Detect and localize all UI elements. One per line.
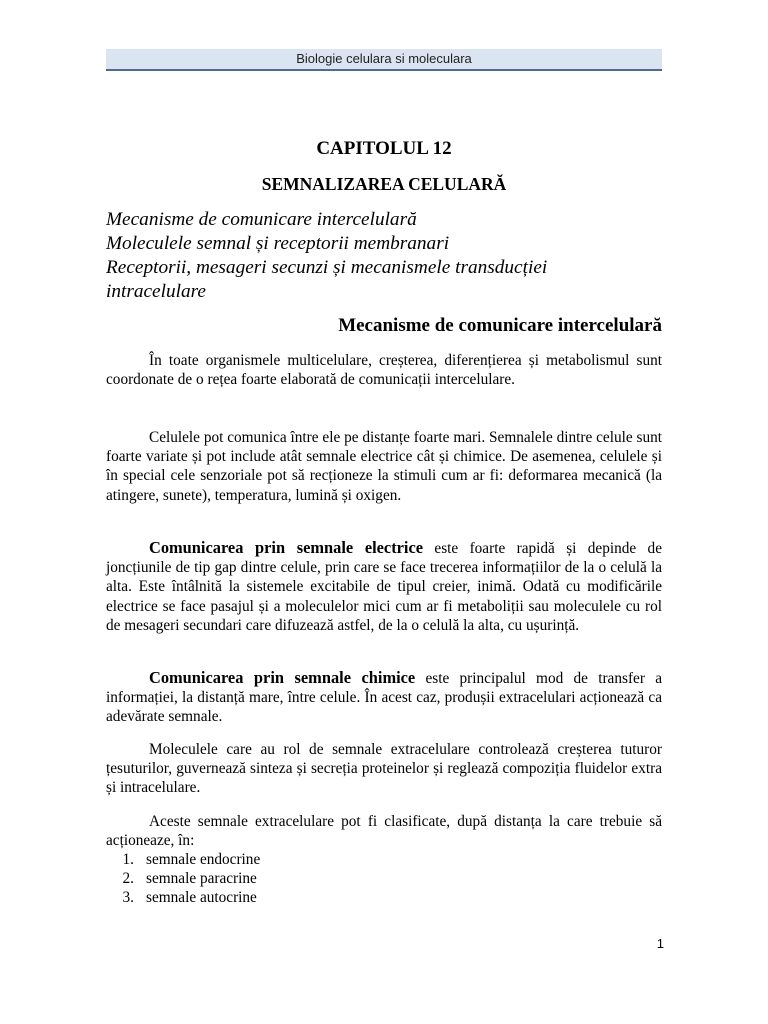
summary-line: Moleculele semnal și receptorii membranari: [106, 233, 450, 254]
list-item: [106, 850, 662, 869]
paragraph-text: În toate organismele multicelulare, creșterea, diferențierea și metabolismul sunt coordonate de o rețea foarte elaborată de comunicații intercelulare.: [106, 352, 662, 389]
paragraph-5: [106, 740, 662, 798]
classification-list: [106, 850, 662, 908]
paragraph-lead: Comunicarea prin semnale electrice: [149, 538, 424, 557]
list-item: [106, 888, 662, 907]
summary-line: Mecanisme de comunicare intercelulară: [106, 209, 417, 230]
list-text: semnale autocrine: [146, 889, 257, 907]
paragraph-text: este principalul mod de transfer a informației, la distanță mare, între celule. În acest caz, produșii extracelulari acționează ca adevărate semnale.: [106, 670, 662, 726]
summary-line: Receptorii, mesageri secunzi și mecanismele transducției: [106, 257, 548, 278]
list-number: 3.: [122, 889, 134, 907]
paragraph-text: este foarte rapidă și depinde de joncțiunile de tip gap dintre celule, prin care se face trecerea informațiilor de la o celulă la alta. Este întâlnită la sistemele excitabile de tipul creier, inimă. Odată cu modificările electrice se face pasajul și a moleculelor mici cum ar fi metaboliții sau moleculele cu rol de mesageri secundari care difuzează astfel, de la o celulă la alta, cu ușurință.: [106, 540, 662, 634]
section-title: Mecanisme de comunicare intercelulară: [338, 315, 662, 336]
running-header: [106, 49, 662, 71]
list-number: 1.: [122, 851, 134, 868]
paragraph-4: [106, 668, 662, 727]
list-text: semnale paracrine: [146, 870, 257, 888]
page-number: 1: [656, 936, 664, 951]
paragraph-lead: Comunicarea prin semnale chimice: [149, 668, 416, 687]
paragraph-text: Aceste semnale extracelulare pot fi clasificate, după distanța la care trebuie să acționeaze, în:: [106, 813, 662, 850]
list-number: 2.: [122, 870, 134, 888]
chapter-summary: [106, 208, 662, 304]
header-title: Biologie celulara si moleculara: [296, 51, 472, 66]
paragraph-2: [106, 428, 662, 505]
chapter-title: CAPITOLUL 12: [316, 138, 452, 159]
list-text: semnale endocrine: [146, 851, 261, 868]
paragraph-3: [106, 538, 662, 635]
list-item: [106, 869, 662, 888]
paragraph-text: Celulele pot comunica între ele pe distanțe foarte mari. Semnalele dintre celule sunt foarte variate și pot include atât semnale electrice cât și chimice. De asemenea, celulele și în special cele senzoriale pot să recționeze la stimuli cum ar fi: deformarea mecanică (la atingere, sunete), temperatura, lumină și oxigen.: [106, 429, 662, 504]
paragraph-text: Moleculele care au rol de semnale extracelulare controlează creșterea tuturor țesuturilor, guvernează sinteza și secreția proteinelor și reglează compoziția fluidelor extra și intracelulare.: [106, 741, 662, 797]
chapter-subtitle: SEMNALIZAREA CELULARĂ: [261, 174, 507, 194]
summary-line: intracelulare: [106, 281, 206, 302]
paragraph-1: [106, 351, 662, 389]
paragraph-6: [106, 812, 662, 850]
